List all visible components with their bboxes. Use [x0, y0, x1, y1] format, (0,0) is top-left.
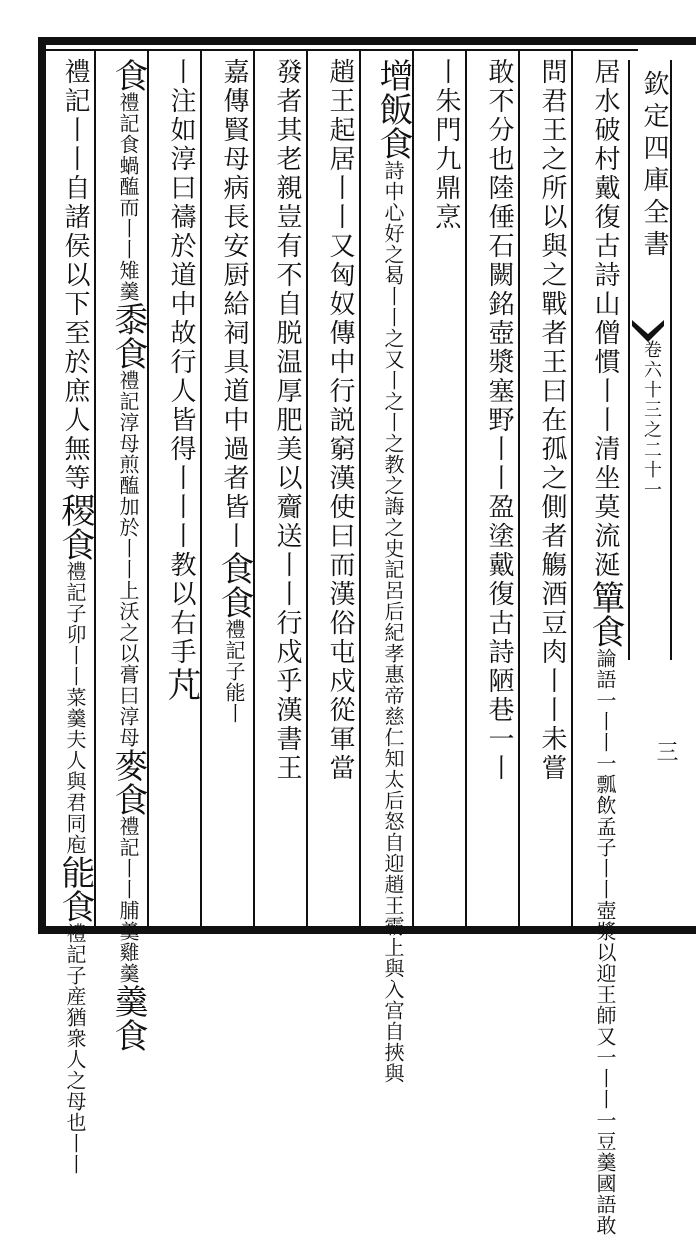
column-rule [465, 51, 467, 926]
text-run: 敢不分也陸倕石闕銘壺漿塞野丨丨盈塗戴復古詩陋巷一丨 [484, 58, 514, 783]
text-column [312, 58, 357, 920]
text-column [418, 58, 463, 920]
column-rule [94, 51, 96, 926]
column-rule [571, 51, 573, 926]
text-column [259, 58, 304, 920]
column-rule [518, 51, 520, 926]
annotation: 禮記子産猶衆人之母也丨丨 [63, 923, 87, 1175]
text-column [471, 58, 516, 920]
annotation: 禮記食蝸醢而丨丨雉羹 [116, 92, 140, 302]
text-column [153, 58, 201, 920]
column-rule [41, 51, 43, 926]
text-column [100, 58, 148, 1052]
headword: 食 [108, 58, 148, 92]
annotation: 禮記子能丨 [222, 619, 246, 724]
margin-volume-label: 卷六十三之二十一 [641, 340, 662, 500]
headword: 食食 [214, 551, 254, 619]
margin-page-number: 三 [653, 740, 678, 762]
margin-book-title: 欽定四庫全書 [639, 70, 669, 262]
text-run: 趙王起居丨丨又匈奴傳中行説窮漢使曰而漢俗屯戍從軍當 [325, 58, 355, 783]
text-run: 丨朱門九鼎烹 [431, 58, 461, 232]
annotation: 禮記丨丨脯羹雞羹 [116, 816, 140, 984]
column-rule [200, 51, 202, 926]
headword: 簞食 [585, 580, 625, 648]
annotation: 禮記子卯丨丨菜羹夫人與君同庖 [63, 561, 87, 855]
text-column [524, 58, 569, 920]
text-run: 居水破村戴復古詩山僧慣丨丨清坐莫流涎 [590, 58, 620, 580]
text-run: 問君王之所以與之戰者王曰在孤之側者觴酒豆肉丨丨未嘗 [537, 58, 567, 783]
headword: 黍食 [108, 302, 148, 370]
text-run: 發者其老親豈有不自脱温厚肥美以齎送丨丨行戍乎漢書王 [272, 58, 302, 783]
annotation: 禮記淳母煎醢加於丨丨上沃之以膏曰淳母 [116, 370, 140, 748]
column-rule [412, 51, 414, 926]
headword: 芃 [161, 667, 201, 701]
headword: 羹食 [108, 984, 148, 1052]
text-column [47, 58, 95, 1175]
text-run: 嘉傳賢母病長安厨給祠具道中過者皆丨 [219, 58, 249, 551]
annotation: 論語一丨丨一瓢飲孟子丨丨壺漿以迎王師又一丨丨一豆羹國語敢 [593, 648, 617, 1236]
headword: 增飯食 [373, 58, 413, 160]
text-column [206, 58, 254, 920]
text-column [577, 58, 625, 1236]
annotation: 詩中心好之曷丨丨之又丨之丨之教之誨之史記呂后紀孝惠帝慈仁知太后怒自迎趙王霸上與入宫自挾與 [381, 160, 405, 1084]
headword: 麥食 [108, 748, 148, 816]
column-rule [253, 51, 255, 926]
headword: 稷食 [55, 493, 95, 561]
text-run: 丨注如淳曰禱於道中故行人皆得丨丨丨教以右手 [166, 58, 196, 667]
frame-top-inner-line [38, 49, 638, 51]
column-rule [359, 51, 361, 926]
frame-top-border [38, 37, 696, 45]
headword: 能食 [55, 855, 95, 923]
text-column [365, 58, 413, 1084]
column-rule [306, 51, 308, 926]
text-run: 禮記丨丨自諸侯以下至於庶人無等 [60, 58, 90, 493]
